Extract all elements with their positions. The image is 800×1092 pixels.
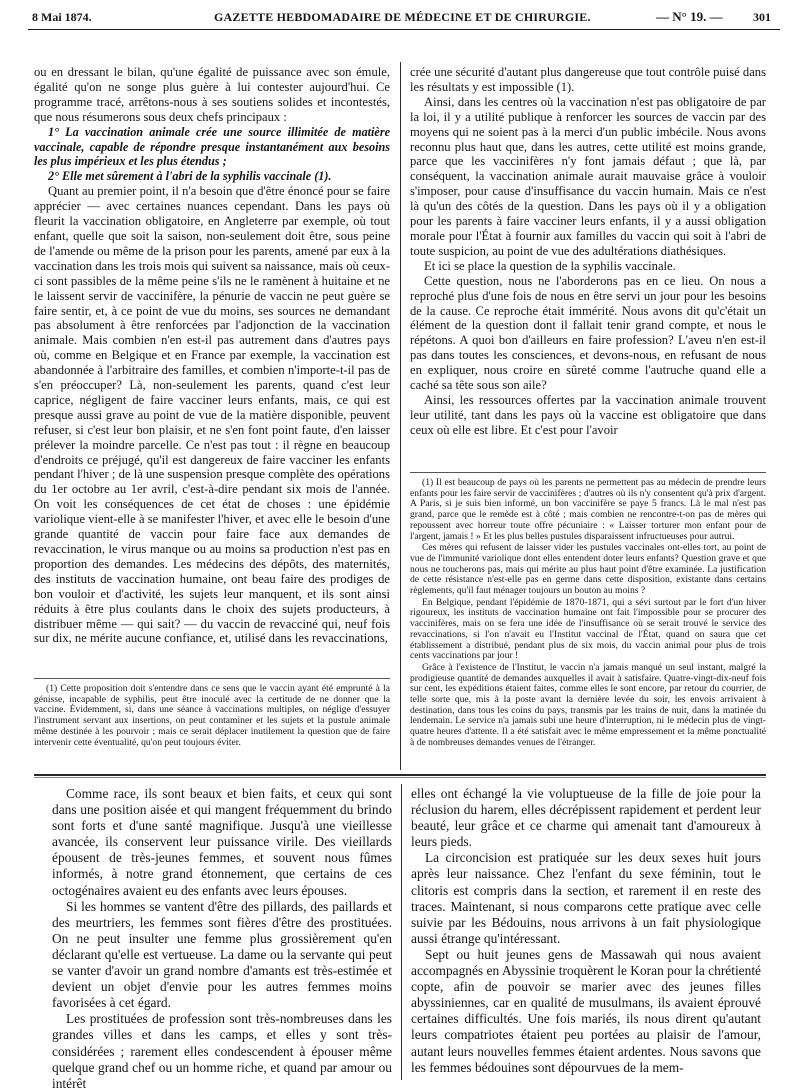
right-footnote-4: Grâce à l'existence de l'Institut, le vaccin n'a jamais manqué un seul instant, malgré la prodigieuse quantité de demandes auxquelles il avait à satisfaire. Quatre-vingt-dix-neuf fois sur cent, les expéditions étaient faites, comme elles le sont encore, par retour du courrier, de telle sorte que, mis à la poste avant la dernière levée du soir, les envois arrivaient à destination, dans tous les coins du pays, transmis par les trains de nuit, dans la matinée du lendemain. Le service n'a jamais subi une heure d'interruption, ni le médecin plus de vingt-quatre heures d'attente. Il a été satisfait avec le même empressement et la même ponctualité à de nombreuses demandes venues de l'étranger. (410, 661, 766, 748)
section-divider (34, 774, 766, 776)
left-paragraph-1: ou en dressant le bilan, qu'une égalité de puissance avec son émule, égalité qu'on ne songe plus guère à lui contester aujourd'hui. Ce programme tracé, arrêtons-nous à ses soutiens solides et incontestés, que nous résumerons sous deux chefs principaux : (34, 65, 390, 124)
column-separator-top (400, 62, 401, 770)
bottom-left-paragraph-3: Les prostituées de profession sont très-nombreuses dans les grandes villes et dans les camps, et elles y sont très-considérées ; rarement elles condescendent à épouser même quelque grand chef ou un homme riche, et quand par amour ou intérêt (52, 1011, 392, 1091)
header-date: 8 Mai 1874. (32, 10, 92, 24)
right-paragraph-4: Cette question, nous ne l'aborderons pas en ce lieu. On nous a reproché plus d'une fois de nous en être servi un jour pour les besoins de la cause. Ce reproche était immérité. Nous avons dit qu'c'était un élément de la question dont il fallait tenir grand compte, et nous le répétons. A quoi bon d'ailleurs en faire profession? L'aveu n'en est-il pas dans toutes les consciences, et devons-nous, en refusant de nous en expliquer, nous croire en sûreté comme l'autruche quand elle a caché sa tête sous son aile? (410, 273, 766, 393)
bottom-right-paragraph-3: Sept ou huit jeunes gens de Massawah qui nous avaient accompagnés en Abyssinie troquèrent le Koran pour la chrétienté copte, afin de pouvoir se marier avec des jeunes filles abyssiniennes, car en qualité de musulmans, ils avaient éprouvé certaines difficultés. Une fois mariés, ils nous dirent qu'autant leurs compatriotes étaient peu portées au plaisir de l'amour, autant leurs nouvelles femmes étaient ardentes. Nous savons que les femmes bédouines sont dépourvues de la mem- (411, 946, 761, 1075)
right-paragraph-5: Ainsi, les ressources offertes par la vaccination animale trouvent leur utilité, tant dans les pays où la vaccine est obligatoire que dans ceux où elle est libre. Et c'est pour l'avoir (410, 392, 766, 437)
right-paragraph-1: crée une sécurité d'autant plus dangereuse que tout contrôle puisé dans les résultats y est impossible (1). (410, 65, 766, 94)
left-column (34, 65, 390, 669)
right-footnotes (410, 478, 766, 768)
right-paragraph-3: Et ici se place la question de la syphilis vaccinale. (424, 258, 676, 273)
column-separator-bottom (401, 784, 402, 1080)
left-footnote (34, 684, 390, 760)
right-footnote-3: En Belgique, pendant l'épidémie de 1870-1871, qui a sévi surtout par le fort d'un hiver rigoureux, les instituts de vaccination humaine ont fait l'impossible pour se procurer des vaccinifères, mais on se fera une idée de l'insuffisance où se serait trouvé le service des revaccinations, si l'on n'avait eu l'Institut vaccinal de l'État, quand on saura que cet établissement a distribué, pendant plus de six mois, du vaccin animal pour plus de trois cents vaccinations par jour ! (410, 596, 766, 662)
issue-number: — N° 19. — (656, 9, 723, 24)
page-number: 301 (753, 10, 771, 24)
left-paragraph-3: 2° Elle met sûrement à l'abri de la syphilis vaccinale (1). (48, 169, 332, 184)
right-footnote-2: Ces mères qui refusent de laisser vider les pustules vaccinales ont-elles tort, au point de vue de l'immunité variolique dont elles entendent doter leurs enfants? Question grave et que nous ne toucherons pas, mais qui mérite au plus haut point d'être examinée. La justification de cette résistance n'est-elle pas en germe dans cette disposition, existante dans certains règlements, qu'il faut ménager toujours un bouton au moins ? (410, 542, 766, 597)
left-footnote-rule (34, 678, 390, 679)
right-paragraph-2: Ainsi, dans les centres où la vaccination n'est pas obligatoire de par la loi, il y a utilité publique à renforcer les sources de vaccin par des moyens qui ne soient pas à la merci d'un public imbécile. Nous avons reconnu plus haut que, dans les autres, cette utilité est moins grande, parce que les vaccinifères n'y font jamais défaut ; que là, par conséquent, la vaccination animale aurait mauvaise grâce à vouloir s'imposer, pour cause d'insuffisance du vaccin humain. Mais ce n'est là qu'un des côtés de la question. Dans les pays où il y a obligation pour les parents à faire vacciner leurs enfants, il y a aussi obligation morale pour l'État à fournir aux familles du vaccin qui soit à l'abri de toute suspicion, au point de vue des adultérations diathésiques. (410, 94, 766, 258)
bottom-right-paragraph-1: elles ont échangé la vie voluptueuse de la fille de joie pour la réclusion du harem, elles décrépissent rapidement et perdent leur beauté, leur grâce et ce charme qui amenait tant d'amoureux à leurs pieds. (411, 786, 761, 850)
left-paragraph-2: 1° La vaccination animale crée une source illimitée de matière vaccinale, capable de répondre presque instantanément aux besoins les plus impérieux et les plus étendus ; (34, 124, 390, 169)
left-paragraph-4: Quant au premier point, il n'a besoin que d'être énoncé pour se faire apprécier — avec certaines nuances cependant. Dans les pays où fleurit la vaccination obligatoire, en Angleterre par exemple, où tout enfant, quelle que soit la saison, non-seulement doit être, sous peine de l'amende ou même de la prison pour les parents, amené par eux à la vaccination dans les trois mois qui suivent sa naissance, mais où ceux-ci sont passibles de la même peine s'ils ne le ramènent à huitaine et ne le laissent servir de vaccinifère, la pénurie de vaccin ne peut guère se faire sentir, et, à ce point de vue du moins, ses sources ne demandant pas absolument à être renforcées par l'adjonction de la vaccination animale. Mais combien n'en est-il pas autrement dans d'autres pays où, comme en Belgique et en France par exemple, la vaccination est abandonnée à l'arbitraire des familles, et combien n'importe-t-il pas de s'en préoccuper? Là, non-seulement les parents, quand c'est leur caprice, négligent de faire vacciner leurs enfants, mais, ce qui est presque aussi grave au point de vue de la matière disponible, peuvent refuser, si c'est leur bon plaisir, et ne s'en font point faute, d'en laisser prélever la moindre parcelle. Ce n'est pas tout : il règne en beaucoup d'endroits ce préjugé, qu'il est dangereux de faire vacciner les enfants pendant l'hiver ; de là une suspension presque complète des opérations du 1er octobre au 1er avril, c'est-à-dire pendant six mois de l'année. On voit les conséquences de cet état de choses : une épidémie variolique vient-elle à se manifester l'hiver, et avec elle le besoin d'une grande quantité de vaccin pour faire face aux demandes de revaccination, le virus manque ou au moins sa production n'est pas en proportion des demandes. Les médecins des dépôts, des maternités, des instituts de vaccination humaine, ont beau faire des prodiges de bon vouloir et d'activité, les sujets leur manquent, et ils sont ainsi réduits à être plus coulants dans le choix des sujets producteurs, à distribuer même — qui sait? — du vaccin de revacciné qui, neuf fois sur dix, ne mérite aucune confiance, et, utilisé dans les revaccinations, (34, 184, 390, 646)
bottom-left-column (52, 786, 392, 1091)
bottom-right-paragraph-2: La circoncision est pratiquée sur les deux sexes huit jours après leur naissance. Chez l'enfant du sexe féminin, tout le clitoris est compris dans la section, et rarement il en reste des traces. Maintenant, si nous comparons cette pratique avec celle suivie par les Bédouins, nous arrivons à un fait physiologique aussi étrange qu'intéressant. (411, 850, 761, 946)
page-header (28, 4, 780, 30)
bottom-left-paragraph-1: Comme race, ils sont beaux et bien faits, et ceux qui sont dans une position aisée et qui mangent fréquemment du brindo sont forts et d'une santé magnifique. Jusqu'à une vieillesse avancée, ils conservent leur puissance virile. Des vieillards épousent de très-jeunes femmes, et souvent nous fûmes informés, à notre grand étonnement, que certains de ces octogénaires avaient eu des enfants avec leurs épouses. (52, 786, 392, 898)
section-divider-secondary (34, 777, 766, 778)
right-footnote-1: (1) Il est beaucoup de pays où les parents ne permettent pas au médecin de prendre leurs enfants pour les faire servir de vaccinifères ; d'autres où ils n'y consentent qu'à prix d'argent. A Paris, si je suis bien informé, un bon vaccinifère se paye 5 francs. Là le mal n'est pas grand, parce que le remède est à côté ; mais combien ne rencontre-t-on pas de mères qui repoussent avec horreur toute offre pécuniaire : « Laisser torturer mon enfant pour de l'argent, jamais ! » Et les plus belles pustules disparaissent infructueuses pour autrui. (410, 477, 766, 542)
journal-title: GAZETTE HEBDOMADAIRE DE MÉDECINE ET DE CHIRURGIE. (214, 10, 591, 24)
bottom-right-column (411, 786, 761, 1076)
left-footnote-text: (1) Cette proposition doit s'entendre dans ce sens que le vaccin ayant été emprunté à la génisse, incapable de syphilis, peut être inoculé avec la certitude de ne donner que la vaccine. Évidemment, si, dans une séance à vaccinations multiples, on néglige d'essuyer l'instrument servant aux insertions, on peut contaminer et les sujets et la pustule animale même destinée à les pourvoir ; mais ce serait déplacer inutilement la question que de faire intervenir cette éventualité, qu'on peut toujours éviter. (34, 683, 390, 748)
right-column (410, 65, 766, 467)
bottom-left-paragraph-2: Si les hommes se vantent d'être des pillards, des paillards et des meurtriers, les femmes sont fières d'être des prostituées. On ne peut insulter une femme plus grossièrement qu'en déclarant qu'elle est vertueuse. La dame ou la servante qui peut se vanter d'avoir un grand nombre d'amants est très-estimée et devient un objet d'envie pour les autres femmes moins favorisées à cet égard. (52, 898, 392, 1011)
right-footnote-rule (410, 472, 766, 473)
